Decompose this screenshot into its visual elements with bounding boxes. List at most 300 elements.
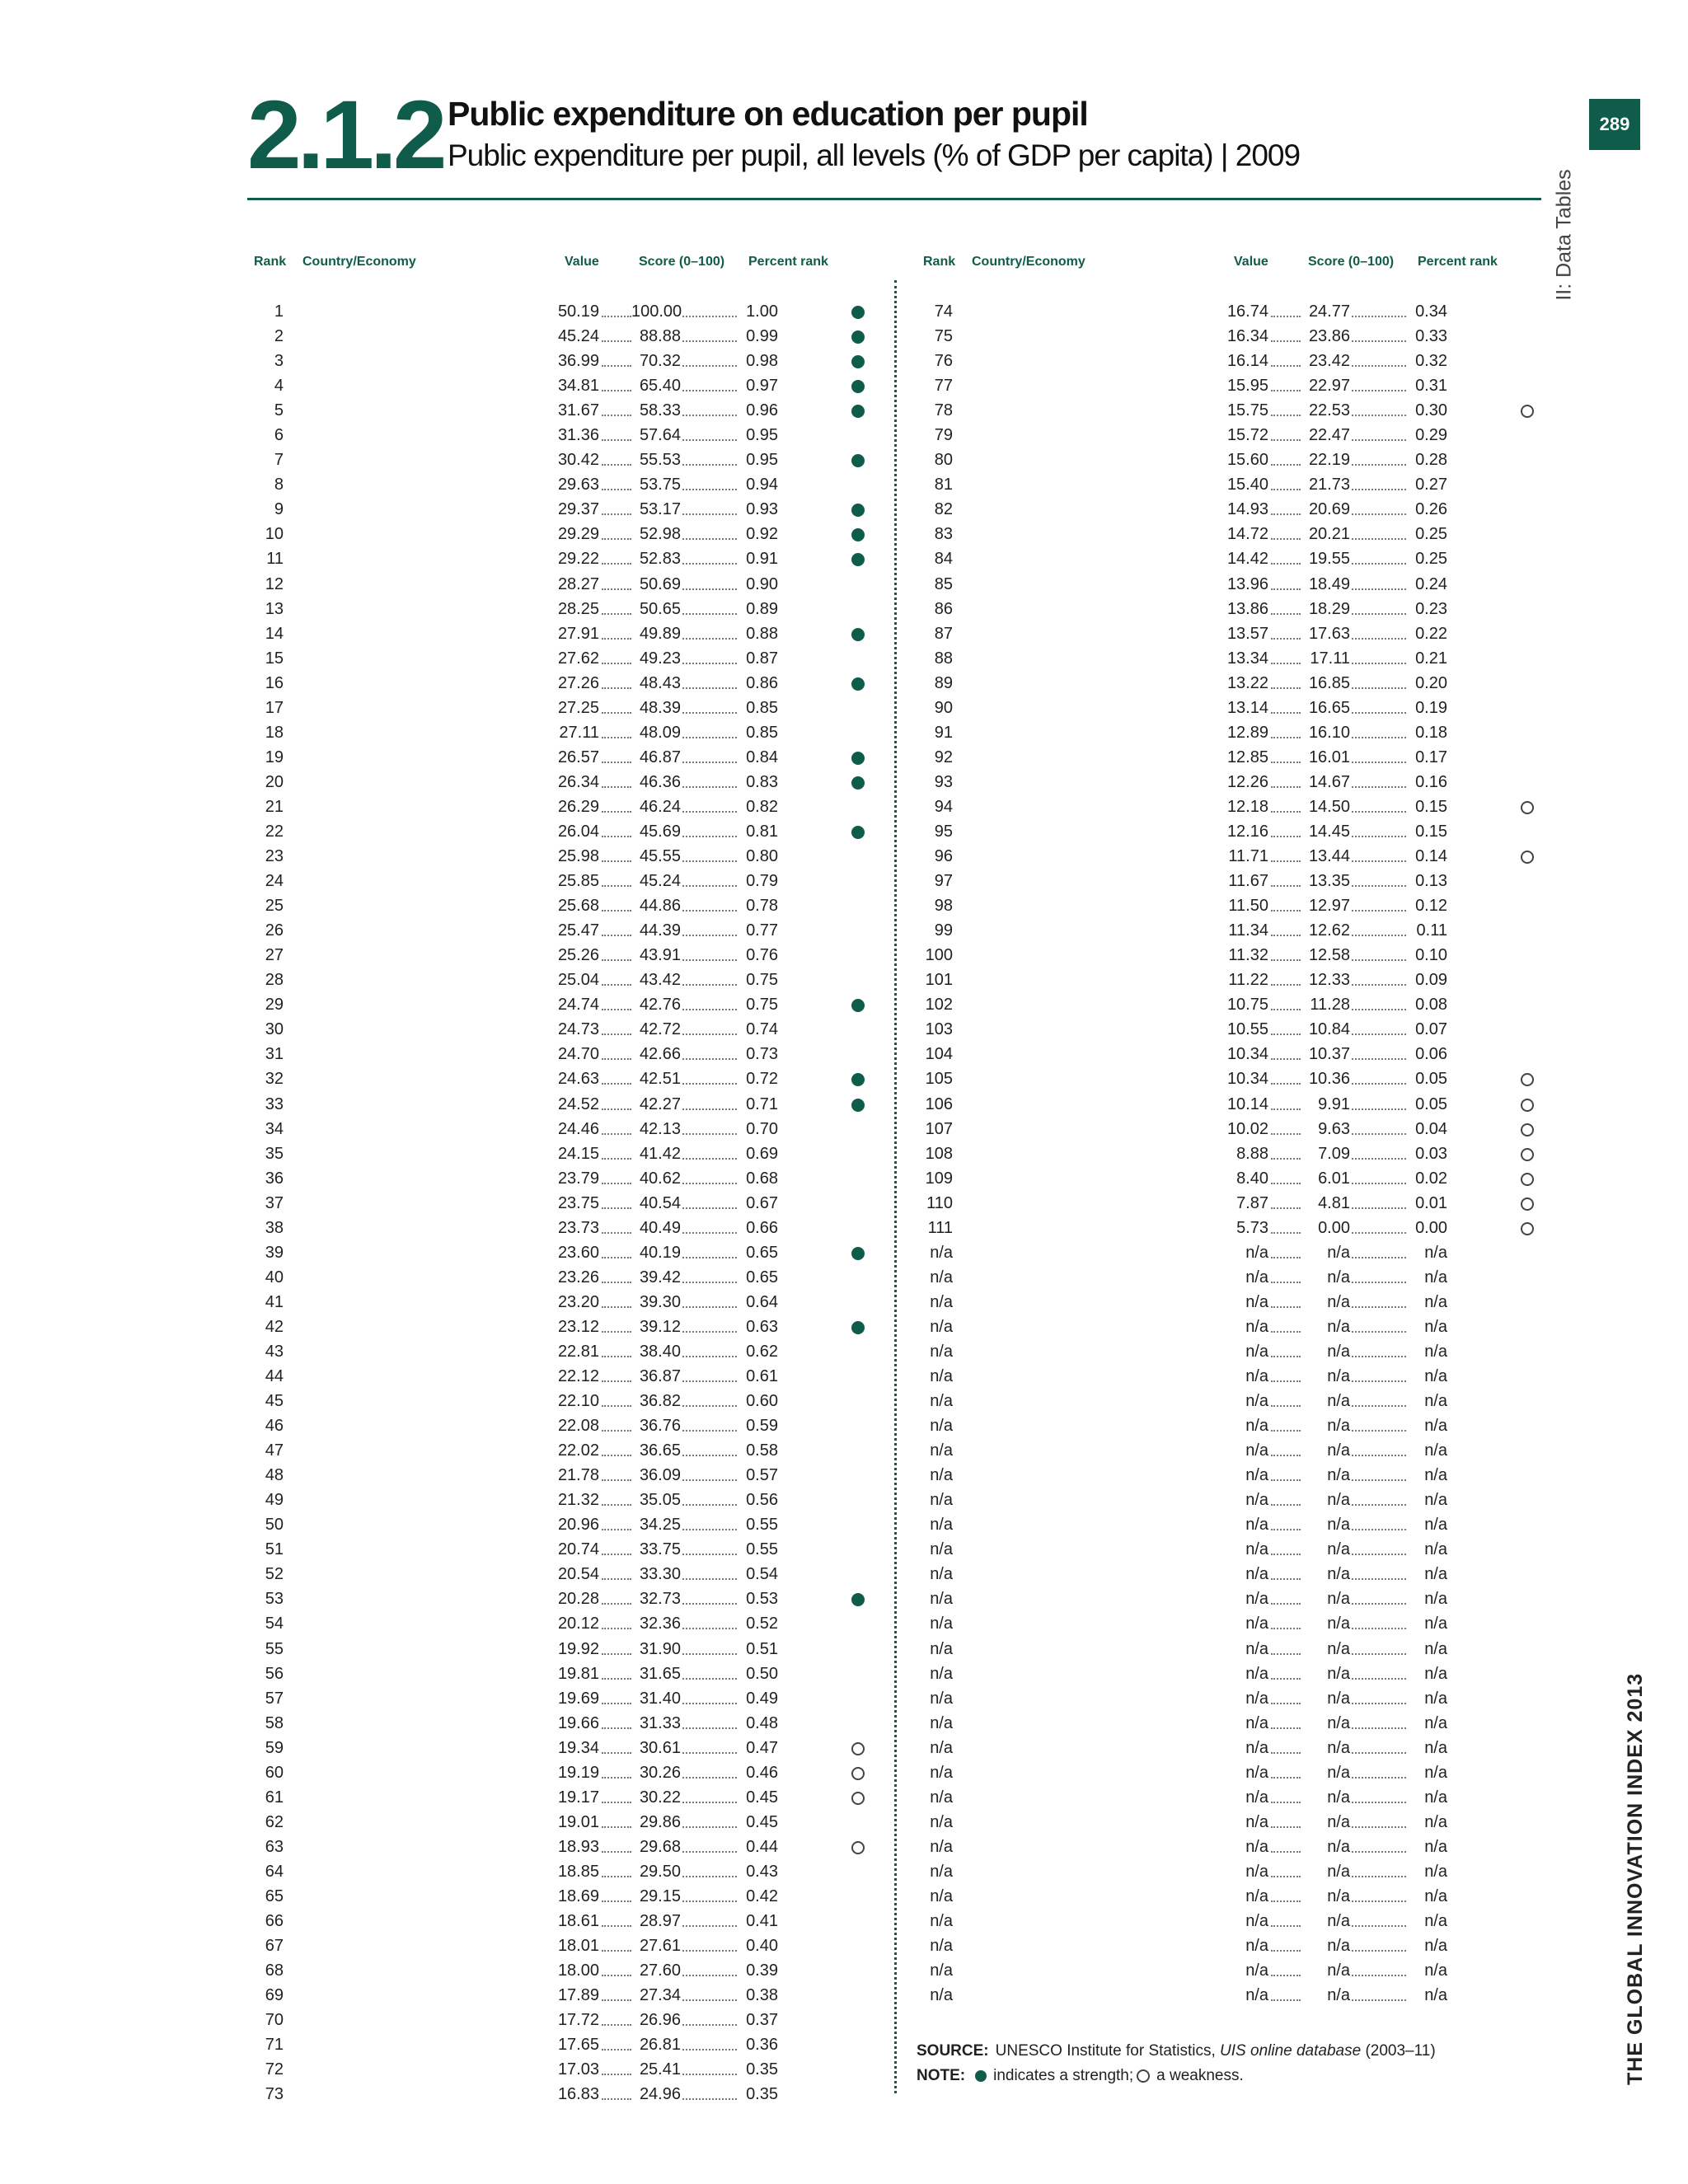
- leader-dots: [1271, 992, 1301, 1010]
- leader-dots: [682, 621, 737, 640]
- percent-rank-cell: 0.84: [746, 748, 778, 766]
- score-cell: 40.62: [639, 1169, 681, 1188]
- percent-rank-cell: n/a: [1424, 1417, 1447, 1436]
- leader-dots: [682, 1216, 737, 1234]
- score-cell: 44.39: [639, 921, 681, 940]
- value-cell: 15.75: [1226, 401, 1268, 420]
- percent-rank-cell: 0.28: [1415, 451, 1447, 470]
- percent-rank-cell: 0.12: [1415, 897, 1447, 916]
- header-value: Value: [1234, 255, 1268, 269]
- score-cell: n/a: [1327, 1763, 1350, 1782]
- leader-dots: [1271, 943, 1301, 961]
- value-cell: 16.34: [1226, 327, 1268, 346]
- value-cell: 12.26: [1226, 772, 1268, 791]
- value-cell: 12.18: [1226, 797, 1268, 816]
- value-cell: n/a: [1245, 1565, 1268, 1584]
- rank-cell: 94: [934, 797, 953, 816]
- leader-dots: [682, 572, 737, 590]
- rank-cell: 52: [265, 1565, 284, 1584]
- score-cell: 24.77: [1308, 302, 1350, 321]
- leader-dots: [1271, 1711, 1301, 1729]
- leader-dots: [602, 720, 631, 738]
- leader-dots: [1271, 1859, 1301, 1877]
- percent-rank-cell: 0.93: [746, 500, 778, 519]
- score-cell: 45.24: [639, 872, 681, 891]
- leader-dots: [602, 819, 631, 837]
- rank-cell: 101: [925, 971, 953, 990]
- leader-dots: [1352, 918, 1406, 936]
- value-cell: 10.34: [1226, 1045, 1268, 1064]
- value-cell: 24.15: [557, 1144, 599, 1163]
- weakness-circle-icon: [1521, 1222, 1534, 1235]
- rank-cell: 45: [265, 1392, 284, 1411]
- rank-cell: 80: [934, 451, 953, 470]
- score-cell: 42.27: [639, 1094, 681, 1113]
- leader-dots: [602, 770, 631, 788]
- score-cell: 55.53: [639, 451, 681, 470]
- value-cell: 20.12: [557, 1615, 599, 1633]
- source-italic: UIS online database: [1220, 2042, 1362, 2060]
- percent-rank-cell: 0.08: [1415, 996, 1447, 1015]
- percent-rank-cell: 0.48: [746, 1713, 778, 1732]
- value-cell: 27.25: [557, 698, 599, 717]
- rank-cell: 1: [274, 302, 284, 321]
- leader-dots: [682, 1537, 737, 1555]
- score-cell: 12.62: [1308, 921, 1350, 940]
- leader-dots: [1352, 423, 1406, 441]
- leader-dots: [1352, 621, 1406, 640]
- leader-dots: [602, 1017, 631, 1035]
- value-cell: 27.62: [557, 649, 599, 668]
- percent-rank-cell: 0.78: [746, 897, 778, 916]
- score-cell: n/a: [1327, 1887, 1350, 1905]
- percent-rank-cell: n/a: [1424, 1713, 1447, 1732]
- score-cell: n/a: [1327, 1466, 1350, 1485]
- leader-dots: [1352, 745, 1406, 763]
- leader-dots: [1352, 1537, 1406, 1555]
- leader-dots: [1352, 1562, 1406, 1580]
- rank-cell: 74: [934, 302, 953, 321]
- leader-dots: [1352, 324, 1406, 342]
- value-cell: 22.10: [557, 1392, 599, 1411]
- percent-rank-cell: 0.03: [1415, 1144, 1447, 1163]
- percent-rank-cell: 0.41: [746, 1912, 778, 1931]
- leader-dots: [1352, 1909, 1406, 1927]
- rank-cell: 5: [274, 401, 284, 420]
- percent-rank-cell: n/a: [1424, 1441, 1447, 1460]
- percent-rank-cell: 0.01: [1415, 1193, 1447, 1212]
- score-cell: 33.30: [639, 1565, 681, 1584]
- weakness-circle-icon: [851, 1742, 865, 1755]
- leader-dots: [1271, 1884, 1301, 1902]
- leader-dots: [682, 1760, 737, 1779]
- score-cell: 20.21: [1308, 525, 1350, 544]
- leader-dots: [682, 546, 737, 565]
- value-cell: n/a: [1245, 1417, 1268, 1436]
- leader-dots: [1352, 1389, 1406, 1407]
- percent-rank-cell: 0.07: [1415, 1020, 1447, 1039]
- value-cell: n/a: [1245, 1763, 1268, 1782]
- strength-dot-icon: [851, 405, 865, 418]
- weakness-circle-icon: [1521, 1073, 1534, 1086]
- value-cell: 8.88: [1236, 1144, 1268, 1163]
- rank-cell: 7: [274, 451, 284, 470]
- weakness-circle-icon: [1137, 2069, 1150, 2083]
- rank-cell: 14: [265, 624, 284, 643]
- value-cell: 17.72: [557, 2011, 599, 2030]
- score-cell: 19.55: [1308, 550, 1350, 569]
- value-cell: n/a: [1245, 1243, 1268, 1262]
- leader-dots: [1271, 968, 1301, 986]
- strength-dot-icon: [851, 826, 865, 839]
- rank-cell: 107: [925, 1119, 953, 1138]
- percent-rank-cell: 0.81: [746, 822, 778, 841]
- percent-rank-cell: n/a: [1424, 1763, 1447, 1782]
- leader-dots: [602, 1760, 631, 1779]
- header-country: Country/Economy: [972, 255, 1085, 269]
- percent-rank-cell: 0.25: [1415, 525, 1447, 544]
- leader-dots: [682, 1711, 737, 1729]
- leader-dots: [1271, 1586, 1301, 1605]
- score-cell: 30.61: [639, 1738, 681, 1757]
- leader-dots: [1352, 1661, 1406, 1680]
- value-cell: n/a: [1245, 1466, 1268, 1485]
- value-cell: 11.50: [1228, 897, 1268, 916]
- leader-dots: [602, 2082, 631, 2100]
- rank-cell: 36: [265, 1169, 284, 1188]
- value-cell: 14.93: [1226, 500, 1268, 519]
- score-cell: 36.87: [639, 1367, 681, 1386]
- leader-dots: [682, 1661, 737, 1680]
- rank-cell: n/a: [930, 1243, 953, 1262]
- strength-dot-icon: [851, 355, 865, 368]
- score-cell: 42.66: [639, 1045, 681, 1064]
- score-cell: 10.37: [1308, 1045, 1350, 1064]
- leader-dots: [1271, 1265, 1301, 1283]
- header-score: Score (0–100): [1308, 255, 1395, 269]
- header-percent-rank: Percent rank: [748, 255, 828, 269]
- value-cell: 20.28: [557, 1590, 599, 1609]
- value-cell: 16.14: [1226, 352, 1268, 371]
- percent-rank-cell: 0.72: [746, 1070, 778, 1089]
- leader-dots: [1271, 745, 1301, 763]
- rank-cell: 11: [266, 550, 284, 569]
- rank-cell: 43: [265, 1342, 284, 1361]
- value-cell: 45.24: [557, 327, 599, 346]
- value-cell: n/a: [1245, 1937, 1268, 1956]
- leader-dots: [1352, 968, 1406, 986]
- value-cell: n/a: [1245, 1268, 1268, 1286]
- rank-cell: n/a: [930, 1862, 953, 1881]
- leader-dots: [1271, 819, 1301, 837]
- leader-dots: [1352, 1884, 1406, 1902]
- leader-dots: [602, 324, 631, 342]
- rank-cell: 46: [265, 1417, 284, 1436]
- leader-dots: [682, 448, 737, 466]
- score-cell: 28.97: [639, 1912, 681, 1931]
- percent-rank-cell: 0.36: [746, 2036, 778, 2055]
- strength-dot-icon: [851, 306, 865, 319]
- leader-dots: [682, 1413, 737, 1432]
- value-cell: 15.40: [1226, 476, 1268, 494]
- rank-cell: 61: [265, 1788, 284, 1807]
- rank-cell: 17: [265, 698, 284, 717]
- rank-cell: n/a: [930, 1713, 953, 1732]
- strength-dot-icon: [851, 677, 865, 691]
- rank-cell: 21: [265, 797, 284, 816]
- value-cell: 36.99: [557, 352, 599, 371]
- rank-cell: 87: [934, 624, 953, 643]
- rank-cell: 47: [265, 1441, 284, 1460]
- leader-dots: [602, 1810, 631, 1828]
- rank-cell: 110: [926, 1193, 953, 1212]
- percent-rank-cell: 0.13: [1415, 872, 1447, 891]
- leader-dots: [602, 968, 631, 986]
- score-cell: n/a: [1327, 1243, 1350, 1262]
- strength-dot-icon: [851, 1073, 865, 1086]
- percent-rank-cell: n/a: [1424, 1540, 1447, 1559]
- percent-rank-cell: 0.68: [746, 1169, 778, 1188]
- percent-rank-cell: 0.22: [1415, 624, 1447, 643]
- score-cell: 42.13: [639, 1119, 681, 1138]
- leader-dots: [1352, 1686, 1406, 1704]
- leader-dots: [1352, 497, 1406, 515]
- leader-dots: [682, 1389, 737, 1407]
- leader-dots: [602, 299, 631, 317]
- value-cell: 29.37: [557, 500, 599, 519]
- leader-dots: [682, 299, 737, 317]
- percent-rank-cell: 0.30: [1415, 401, 1447, 420]
- rank-cell: n/a: [930, 1540, 953, 1559]
- rank-cell: 42: [265, 1317, 284, 1336]
- leader-dots: [602, 1711, 631, 1729]
- rank-cell: 76: [934, 352, 953, 371]
- rank-cell: 84: [934, 550, 953, 569]
- value-cell: 11.32: [1228, 946, 1268, 965]
- source-label: SOURCE:: [917, 2042, 989, 2060]
- value-cell: 26.29: [557, 797, 599, 816]
- value-cell: 20.96: [557, 1516, 599, 1535]
- leader-dots: [602, 1141, 631, 1160]
- value-cell: n/a: [1245, 1590, 1268, 1609]
- value-cell: 19.81: [557, 1664, 599, 1683]
- leader-dots: [602, 398, 631, 416]
- leader-dots: [602, 1166, 631, 1184]
- leader-dots: [682, 1785, 737, 1803]
- leader-dots: [602, 794, 631, 813]
- leader-dots: [602, 1835, 631, 1853]
- score-cell: 36.09: [639, 1466, 681, 1485]
- leader-dots: [1271, 1191, 1301, 1209]
- strength-dot-icon: [851, 1099, 865, 1112]
- percent-rank-cell: 0.09: [1415, 971, 1447, 990]
- leader-dots: [602, 696, 631, 714]
- leader-dots: [1352, 1488, 1406, 1506]
- score-cell: 100.00: [631, 302, 682, 321]
- strength-dot-icon: [851, 504, 865, 517]
- value-cell: 8.40: [1236, 1169, 1268, 1188]
- rank-cell: 33: [265, 1094, 284, 1113]
- value-cell: 7.87: [1236, 1193, 1268, 1212]
- leader-dots: [602, 1983, 631, 2001]
- value-cell: 22.02: [557, 1441, 599, 1460]
- value-cell: 50.19: [557, 302, 599, 321]
- value-cell: 24.74: [557, 996, 599, 1015]
- leader-dots: [1352, 1586, 1406, 1605]
- strength-dot-icon: [851, 776, 865, 790]
- rank-cell: 40: [265, 1268, 284, 1286]
- percent-rank-cell: 0.05: [1415, 1070, 1447, 1089]
- leader-dots: [602, 1216, 631, 1234]
- rank-cell: 44: [265, 1367, 284, 1386]
- leader-dots: [602, 1785, 631, 1803]
- leader-dots: [682, 1736, 737, 1754]
- score-cell: 22.53: [1308, 401, 1350, 420]
- percent-rank-cell: n/a: [1424, 1292, 1447, 1311]
- leader-dots: [602, 2008, 631, 2026]
- value-cell: 25.98: [557, 847, 599, 866]
- percent-rank-cell: 0.57: [746, 1466, 778, 1485]
- score-cell: 70.32: [639, 352, 681, 371]
- leader-dots: [602, 423, 631, 441]
- rank-cell: 56: [265, 1664, 284, 1683]
- score-cell: 29.86: [639, 1812, 681, 1831]
- value-cell: 18.85: [557, 1862, 599, 1881]
- value-cell: 10.14: [1226, 1094, 1268, 1113]
- value-cell: 17.03: [557, 2060, 599, 2079]
- leader-dots: [1271, 472, 1301, 490]
- leader-dots: [1271, 299, 1301, 317]
- value-cell: 28.25: [557, 599, 599, 618]
- leader-dots: [682, 472, 737, 490]
- score-cell: 21.73: [1308, 476, 1350, 494]
- percent-rank-cell: 0.94: [746, 476, 778, 494]
- percent-rank-cell: 0.87: [746, 649, 778, 668]
- rank-cell: 79: [934, 426, 953, 445]
- source-text: UNESCO Institute for Statistics,: [995, 2042, 1221, 2060]
- leader-dots: [682, 1042, 737, 1060]
- leader-dots: [682, 1364, 737, 1382]
- rank-cell: 64: [265, 1862, 284, 1881]
- value-cell: 22.81: [557, 1342, 599, 1361]
- leader-dots: [682, 1586, 737, 1605]
- score-cell: 29.68: [639, 1837, 681, 1856]
- rank-cell: 102: [925, 996, 953, 1015]
- leader-dots: [602, 2032, 631, 2050]
- percent-rank-cell: 0.05: [1415, 1094, 1447, 1113]
- leader-dots: [602, 1637, 631, 1655]
- percent-rank-cell: 0.33: [1415, 327, 1447, 346]
- percent-rank-cell: 0.18: [1415, 723, 1447, 742]
- leader-dots: [602, 1958, 631, 1976]
- score-cell: 32.73: [639, 1590, 681, 1609]
- score-cell: 49.89: [639, 624, 681, 643]
- score-cell: 4.81: [1318, 1193, 1350, 1212]
- leader-dots: [602, 572, 631, 590]
- score-cell: 13.35: [1308, 872, 1350, 891]
- value-cell: 25.68: [557, 897, 599, 916]
- rank-cell: n/a: [930, 1837, 953, 1856]
- score-cell: n/a: [1327, 1837, 1350, 1856]
- leader-dots: [1352, 844, 1406, 862]
- leader-dots: [1271, 671, 1301, 689]
- percent-rank-cell: 0.86: [746, 673, 778, 692]
- value-cell: 17.65: [557, 2036, 599, 2055]
- percent-rank-cell: 0.16: [1415, 772, 1447, 791]
- percent-rank-cell: 0.95: [746, 451, 778, 470]
- note-weakness-text: a weakness.: [1156, 2067, 1244, 2084]
- value-cell: 27.26: [557, 673, 599, 692]
- value-cell: 13.57: [1226, 624, 1268, 643]
- leader-dots: [1352, 1216, 1406, 1234]
- percent-rank-cell: 0.62: [746, 1342, 778, 1361]
- percent-rank-cell: n/a: [1424, 1392, 1447, 1411]
- score-cell: n/a: [1327, 1268, 1350, 1286]
- score-cell: 42.76: [639, 996, 681, 1015]
- value-cell: 20.54: [557, 1565, 599, 1584]
- percent-rank-cell: 0.23: [1415, 599, 1447, 618]
- value-cell: 29.63: [557, 476, 599, 494]
- strength-dot-icon: [975, 2070, 987, 2082]
- value-cell: 12.85: [1226, 748, 1268, 766]
- percent-rank-cell: 0.14: [1415, 847, 1447, 866]
- leader-dots: [1271, 448, 1301, 466]
- score-cell: 36.76: [639, 1417, 681, 1436]
- header-value: Value: [565, 255, 599, 269]
- score-cell: 46.36: [639, 772, 681, 791]
- score-cell: n/a: [1327, 1639, 1350, 1658]
- score-cell: 0.00: [1318, 1218, 1350, 1237]
- score-cell: 52.83: [639, 550, 681, 569]
- rank-cell: 60: [265, 1763, 284, 1782]
- leader-dots: [682, 671, 737, 689]
- rank-cell: 65: [265, 1887, 284, 1905]
- leader-dots: [1271, 1117, 1301, 1135]
- leader-dots: [1352, 1315, 1406, 1333]
- percent-rank-cell: n/a: [1424, 1937, 1447, 1956]
- score-cell: 12.97: [1308, 897, 1350, 916]
- rank-cell: 13: [265, 599, 284, 618]
- score-cell: n/a: [1327, 1689, 1350, 1708]
- header-percent-rank: Percent rank: [1418, 255, 1498, 269]
- leader-dots: [602, 1265, 631, 1283]
- percent-rank-cell: 0.73: [746, 1045, 778, 1064]
- rank-cell: 27: [265, 946, 284, 965]
- value-cell: 18.69: [557, 1887, 599, 1905]
- leader-dots: [1271, 497, 1301, 515]
- value-cell: n/a: [1245, 1738, 1268, 1757]
- rank-cell: 78: [934, 401, 953, 420]
- leader-dots: [602, 1066, 631, 1085]
- score-cell: 57.64: [639, 426, 681, 445]
- rank-cell: n/a: [930, 1491, 953, 1510]
- rank-cell: n/a: [930, 1317, 953, 1336]
- value-cell: 24.63: [557, 1070, 599, 1089]
- rank-cell: 69: [265, 1986, 284, 2005]
- value-cell: 18.01: [557, 1937, 599, 1956]
- score-cell: 14.45: [1308, 822, 1350, 841]
- rank-cell: 67: [265, 1937, 284, 1956]
- leader-dots: [682, 869, 737, 887]
- score-cell: 17.63: [1308, 624, 1350, 643]
- leader-dots: [602, 844, 631, 862]
- note-strength-text: indicates a strength;: [993, 2067, 1134, 2084]
- leader-dots: [602, 1364, 631, 1382]
- percent-rank-cell: 0.59: [746, 1417, 778, 1436]
- rank-cell: 68: [265, 1961, 284, 1980]
- leader-dots: [682, 2057, 737, 2075]
- weakness-circle-icon: [1521, 1148, 1534, 1161]
